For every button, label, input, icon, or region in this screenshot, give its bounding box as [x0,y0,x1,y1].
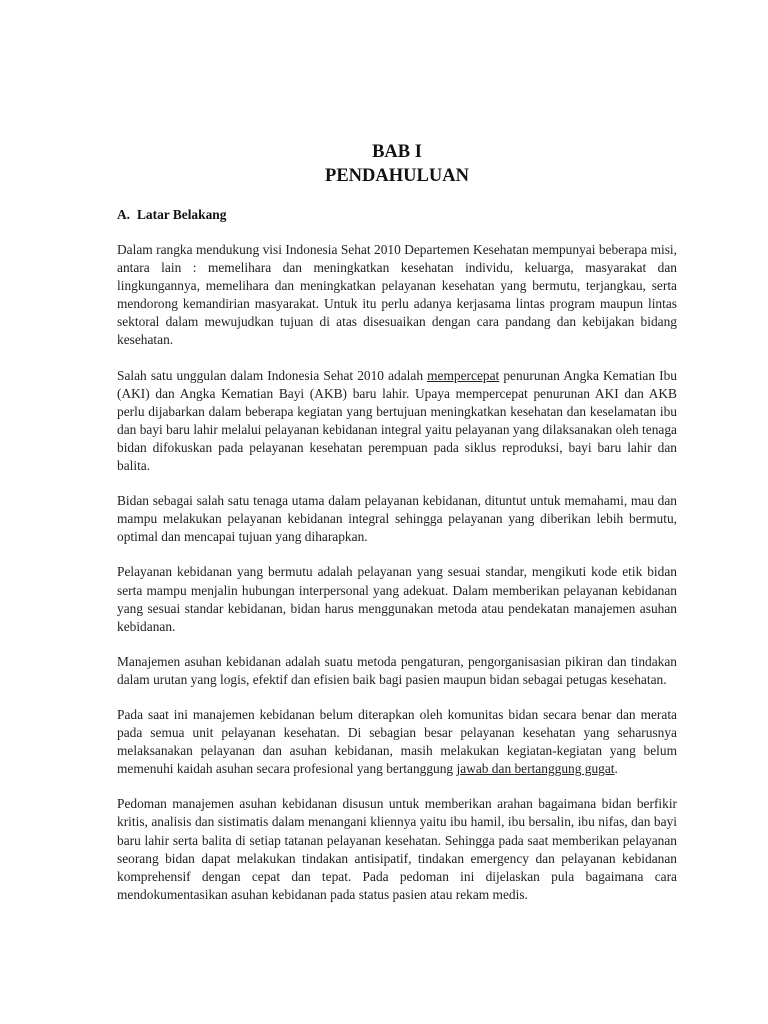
underlined-text: jawab dan bertanggung gugat [456,761,615,777]
paragraph-2 [117,367,677,476]
paragraph-3: Bidan sebagai salah satu tenaga utama dalam pelayanan kebidanan, dituntut untuk memahami, mau dan mampu melakukan pelayanan kebidanan integral sehingga pelayanan yang diberikan lebih bermutu, optimal dan mencapai tujuan yang diharapkan. [117,493,677,545]
underlined-text: mempercepat [427,367,500,383]
section-number: A. [117,207,131,222]
chapter-title: PENDAHULUAN [325,166,469,186]
paragraph-4: Pelayanan kebidanan yang bermutu adalah pelayanan yang sesuai standar, mengikuti kode etik bidan serta mampu menjalin hubungan interpersonal yang adekuat. Dalam memberikan pelayanan kebidanan yang sesuai standar kebidanan, bidan harus menggunakan metoda atau pendekatan manajemen asuhan kebidanan. [117,564,677,634]
paragraph-6 [117,706,677,778]
paragraph-5: Manajemen asuhan kebidanan adalah suatu metoda pengaturan, pengorganisasian pikiran dan tindakan dalam urutan yang logis, efektif dan efisien baik bagi pasien maupun bidan sebagai petugas kesehatan. [117,653,677,687]
paragraph-2-part-a: Salah satu unggulan dalam Indonesia Sehat 2010 adalah [117,367,428,383]
paragraph-6-part-b: . [614,761,618,777]
paragraph-6-part-a: Pada saat ini manajemen kebidanan belum diterapkan oleh komunitas bidan secara benar dan merata pada semua unit pelayanan kesehatan. Di sebagian besar pelayanan kesehatan yang seharusnya melaksanakan pelayanan dan asuhan kebidanan, masih melakukan kegiatan-kegiatan yang belum memenuhi kaidah asuhan secara profesional yang bertanggung [117,706,677,777]
chapter-number: BAB I [372,142,422,162]
paragraph-1: Dalam rangka mendukung visi Indonesia Sehat 2010 Departemen Kesehatan mempunyai beberapa misi, antara lain : memelihara dan meningkatkan kesehatan individu, keluarga, masyarakat dan lingkungannya, memelihara dan meningkatkan pelayanan kesehatan yang bermutu, terjangkau, serta mendorong kemandirian masyarakat. Untuk itu perlu adanya kerjasama lintas program maupun lintas sektoral dalam mewujudkan tujuan di atas disesuaikan dengan cara pandang dan kebijakan bidang kesehatan. [117,242,677,348]
paragraph-2-part-b: penurunan Angka Kematian Ibu (AKI) dan Angka Kematian Bayi (AKB) baru lahir. Upaya mempercepat penurunan AKI dan AKB perlu dijabarkan dalam beberapa kegiatan yang bertujuan meningkatkan kesehatan dan keselamatan ibu dan bayi baru lahir melalui pelayanan kebidanan integral yaitu pelayanan yang dilaksanakan oleh tenaga bidan difokuskan pada pelayanan kesehatan perempuan pada siklus reproduksi, bayi baru lahir dan balita. [117,367,677,474]
document-page [117,140,677,904]
section-heading [117,206,677,224]
paragraph-7: Pedoman manajemen asuhan kebidanan disusun untuk memberikan arahan bagaimana bidan berfikir kritis, analisis dan sistimatis dalam menangani kliennya yaitu ibu hamil, ibu bersalin, ibu nifas, dan bayi baru lahir serta balita di setiap tatanan pelayanan kesehatan. Sehingga pada saat memberikan pelayanan seorang bidan dapat melakukan tindakan antisipatif, tindakan emergency dan pelayanan kebidanan komprehensif dengan cepat dan tepat. Pada pedoman ini dijelaskan pula bagaimana cara mendokumentasikan asuhan kebidanan pada status pasien atau rekam medis. [117,796,677,902]
section-title: Latar Belakang [137,207,227,222]
